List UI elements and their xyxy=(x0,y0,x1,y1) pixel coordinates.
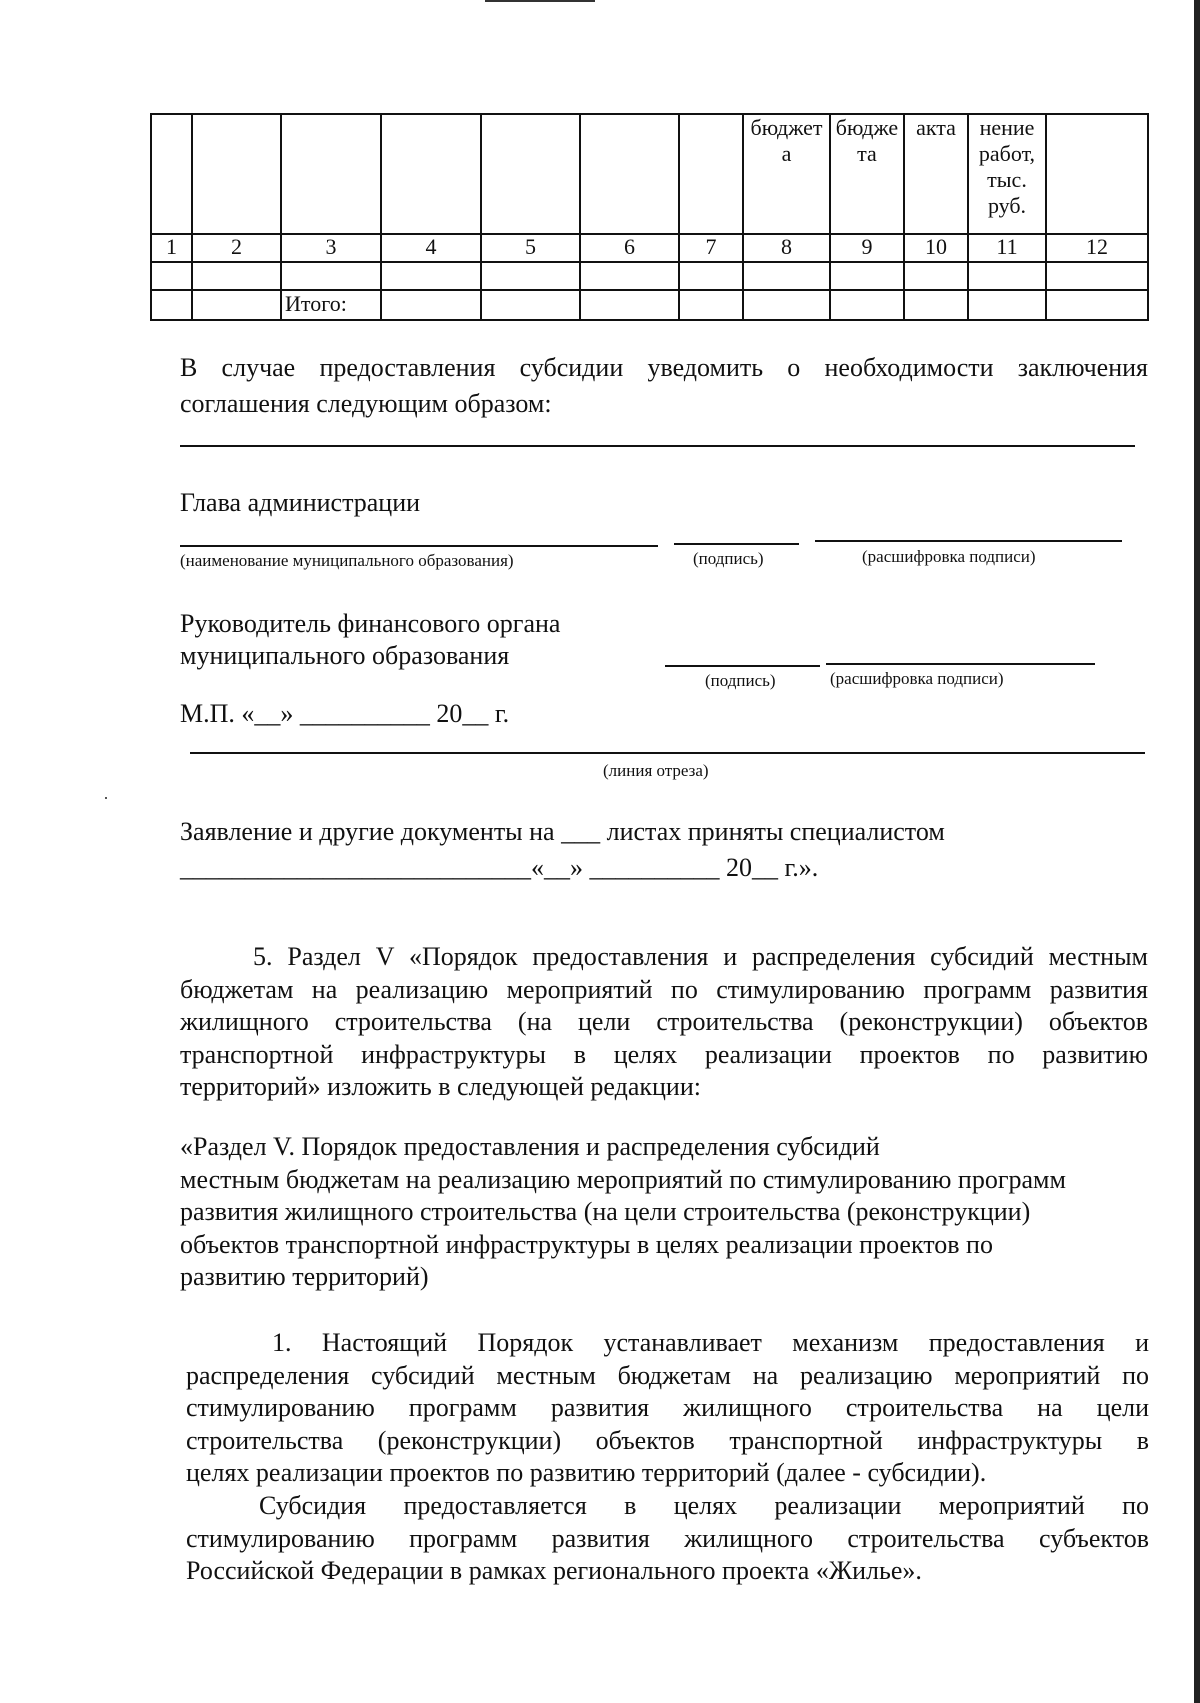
header-cell xyxy=(1046,114,1148,234)
section5-line: жилищного строительства (на цели строительства (реконструкции) объектов xyxy=(180,1007,1148,1036)
clause1-line: целях реализации проектов по развитию территорий (далее - субсидии). xyxy=(186,1458,987,1487)
column-number: 9 xyxy=(830,234,904,262)
scan-speck xyxy=(105,797,107,799)
table-cell xyxy=(830,290,904,320)
table-cell xyxy=(679,290,743,320)
header-cell: бюджет а xyxy=(743,114,830,234)
table-cell xyxy=(192,262,281,290)
column-number: 5 xyxy=(481,234,580,262)
finance-head-line2: муниципального образования xyxy=(180,641,510,670)
subsidy-paragraph xyxy=(186,1490,1149,1588)
table-cell xyxy=(968,262,1046,290)
table-cell xyxy=(904,290,968,320)
head-admin-title: Глава администрации xyxy=(180,488,421,517)
section-title-line: развитию территорий) xyxy=(180,1262,429,1291)
table-cell xyxy=(830,262,904,290)
signature-blank-line xyxy=(665,665,820,667)
table-cell xyxy=(481,262,580,290)
table-cell xyxy=(1046,262,1148,290)
notice-paragraph xyxy=(180,350,1148,422)
decoding-blank-line xyxy=(815,540,1122,542)
table-cell xyxy=(481,290,580,320)
stamp-date: М.П. «__» __________ 20__ г. xyxy=(180,699,510,728)
table-cell xyxy=(580,290,679,320)
header-cell: акта xyxy=(904,114,968,234)
acceptance-line1: Заявление и другие документы на ___ листах приняты специалистом xyxy=(180,817,945,846)
table-cell xyxy=(192,290,281,320)
cut-line xyxy=(190,752,1145,754)
column-number: 8 xyxy=(743,234,830,262)
table-cell xyxy=(1046,290,1148,320)
total-label: Итого: xyxy=(281,290,381,320)
caption-decoding: (расшифровка подписи) xyxy=(830,669,1004,688)
subsidy-table xyxy=(150,113,1149,321)
table-cell xyxy=(580,262,679,290)
clause1-line: строительства (реконструкции) объектов транспортной инфраструктуры в xyxy=(186,1425,1149,1455)
acceptance-line2: ___________________________«__» __________ 20__ г.». xyxy=(180,853,819,882)
table-cell xyxy=(151,262,192,290)
header-cell xyxy=(580,114,679,234)
header-cell: нение работ, тыс. руб. xyxy=(968,114,1046,234)
table-cell xyxy=(743,290,830,320)
column-number: 12 xyxy=(1046,234,1148,262)
notice-blank-line xyxy=(180,445,1135,447)
municipality-blank-line xyxy=(180,545,658,547)
table-cell xyxy=(281,262,381,290)
clause1-paragraph xyxy=(186,1327,1149,1490)
header-cell xyxy=(381,114,481,234)
column-number: 4 xyxy=(381,234,481,262)
header-cell xyxy=(679,114,743,234)
total-row xyxy=(151,290,1148,320)
column-number: 2 xyxy=(192,234,281,262)
subsidy-line: стимулированию программ развития жилищного строительства субъектов xyxy=(186,1523,1149,1553)
header-cell xyxy=(481,114,580,234)
table-header-row xyxy=(151,114,1148,234)
section5-line: 5. Раздел V «Порядок предоставления и распределения субсидий местным xyxy=(253,942,1148,971)
section-title-line: объектов транспортной инфраструктуры в целях реализации проектов по xyxy=(180,1229,993,1259)
caption-municipality: (наименование муниципального образования) xyxy=(180,551,514,570)
section5-line: территорий» изложить в следующей редакции: xyxy=(180,1072,701,1101)
clause1-line: распределения субсидий местным бюджетам на реализацию мероприятий по xyxy=(186,1360,1149,1390)
notice-line: соглашения следующим образом: xyxy=(180,389,552,418)
subsidy-line: Российской Федерации в рамках регионального проекта «Жилье». xyxy=(186,1556,922,1585)
caption-signature: (подпись) xyxy=(705,671,776,690)
section-title-line: местным бюджетам на реализацию мероприятий по стимулированию программ xyxy=(180,1164,1066,1194)
column-number: 6 xyxy=(580,234,679,262)
column-number: 1 xyxy=(151,234,192,262)
column-number: 7 xyxy=(679,234,743,262)
column-number: 10 xyxy=(904,234,968,262)
header-cell xyxy=(151,114,192,234)
caption-signature: (подпись) xyxy=(693,549,764,568)
table-cell xyxy=(904,262,968,290)
column-number: 3 xyxy=(281,234,381,262)
clause1-line: 1. Настоящий Порядок устанавливает механизм предоставления и xyxy=(272,1328,1149,1357)
clause1-line: стимулированию программ развития жилищного строительства на цели xyxy=(186,1393,1149,1422)
section-title-line: «Раздел V. Порядок предоставления и распределения субсидий xyxy=(180,1132,880,1161)
finance-head-line1: Руководитель финансового органа xyxy=(180,609,561,638)
section-title xyxy=(180,1131,1148,1294)
table-cell xyxy=(381,290,481,320)
subsidy-line: Субсидия предоставляется в целях реализации мероприятий по xyxy=(259,1491,1149,1520)
cut-line-caption: (линия отреза) xyxy=(603,761,709,780)
table-cell xyxy=(381,262,481,290)
table-cell xyxy=(968,290,1046,320)
signature-blank-line xyxy=(674,543,799,545)
section5-line: бюджетам на реализацию мероприятий по стимулированию программ развития xyxy=(180,974,1148,1004)
table-cell xyxy=(679,262,743,290)
column-number: 11 xyxy=(968,234,1046,262)
column-number-row xyxy=(151,234,1148,262)
header-cell xyxy=(281,114,381,234)
header-cell xyxy=(192,114,281,234)
section-title-line: развития жилищного строительства (на цели строительства (реконструкции) xyxy=(180,1197,1031,1226)
table-cell xyxy=(151,290,192,320)
caption-decoding: (расшифровка подписи) xyxy=(862,547,1036,566)
notice-line: В случае предоставления субсидии уведомить о необходимости заключения xyxy=(180,353,1148,382)
decoding-blank-line xyxy=(826,663,1095,665)
section5-line: транспортной инфраструктуры в целях реализации проектов по развитию xyxy=(180,1039,1148,1069)
top-edge-rule xyxy=(485,0,595,2)
table-cell xyxy=(743,262,830,290)
section5-paragraph xyxy=(180,941,1148,1104)
table-row xyxy=(151,262,1148,290)
header-cell: бюдже та xyxy=(830,114,904,234)
